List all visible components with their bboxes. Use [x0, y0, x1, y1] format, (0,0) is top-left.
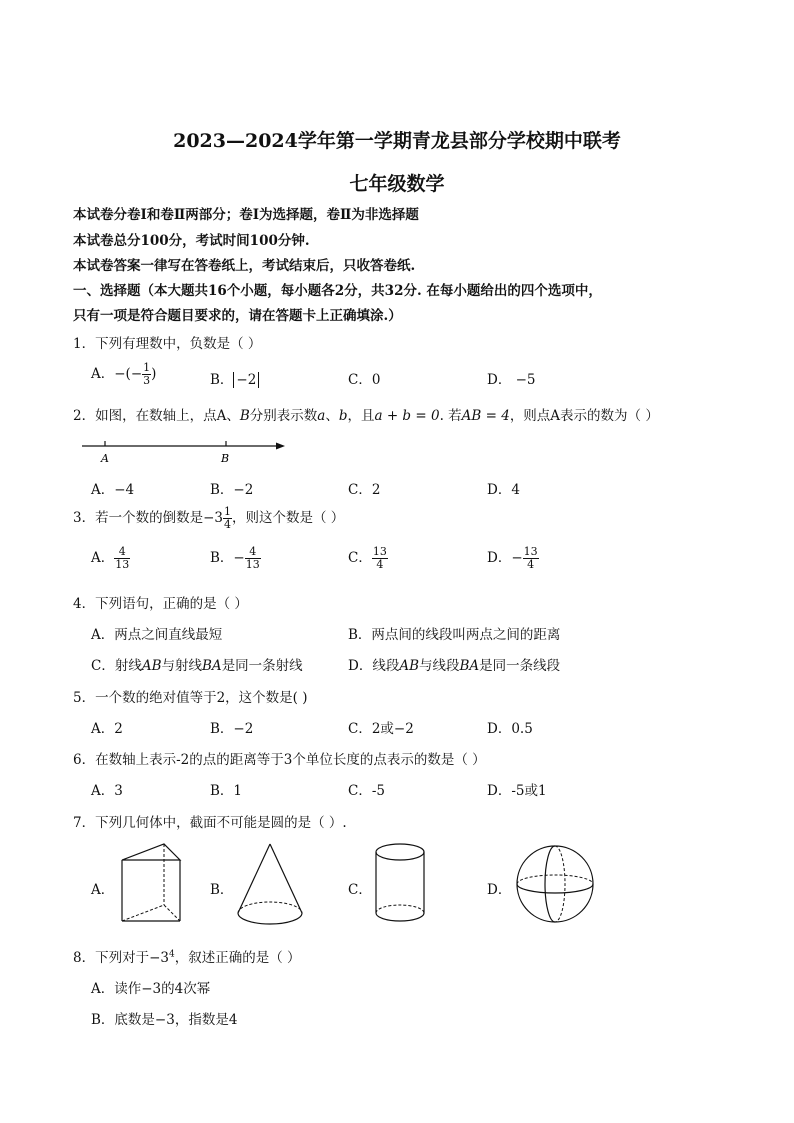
- q7-stem: 7．下列几何体中，截面不可能是圆的是（ ）.: [73, 815, 347, 831]
- q2-option-b: B．−2: [210, 482, 254, 498]
- q6-stem: 6．在数轴上表示-2的点的距离等于3个单位长度的点表示的数是（ ）: [73, 752, 486, 768]
- q3-option-d: D．− $\frac{13}{4}$: [487, 545, 538, 571]
- q4-stem: 4．下列语句，正确的是（ ）: [73, 596, 248, 612]
- q2-option-c: C．2: [348, 482, 381, 498]
- q5-stem: 5．一个数的绝对值等于2，这个数是( ): [73, 690, 308, 706]
- instruction-2: 本试卷总分100分，考试时间100分钟.: [73, 233, 310, 249]
- q7-option-b-label: B．: [210, 882, 234, 898]
- q7-option-c-label: C．: [348, 882, 372, 898]
- q2-option-d: D．4: [487, 482, 520, 498]
- q8-option-a: A．读作−3的4次幂: [91, 981, 211, 997]
- q1-option-c: C．0: [348, 372, 381, 388]
- q1-option-d: D． −5: [487, 372, 536, 388]
- q5-option-d: D．0.5: [487, 721, 533, 737]
- q3-option-c: C． $\frac{13}{4}$: [348, 545, 387, 571]
- q6-option-a: A．3: [91, 783, 123, 799]
- section-heading-line1: 一、选择题（本大题共16个小题，每小题各2分，共32分. 在每小题给出的四个选项中，: [73, 283, 602, 299]
- point-a-label: A: [101, 452, 109, 465]
- q4-option-a: A．两点之间直线最短: [91, 627, 223, 643]
- q5-option-b: B．−2: [210, 721, 254, 737]
- q3-option-b: B．− $\frac{4}{13}$: [210, 545, 260, 571]
- section-heading-line2: 只有一项是符合题目要求的，请在答题卡上正确填涂.）: [73, 308, 402, 324]
- q8-option-b: B．底数是−3，指数是4: [91, 1012, 238, 1028]
- cone-figure: [232, 840, 312, 930]
- q1-stem: 1．下列有理数中，负数是（ ）: [73, 336, 262, 352]
- instruction-3: 本试卷答案一律写在答卷纸上，考试结束后，只收答卷纸.: [73, 258, 416, 274]
- q1-option-b: B． −2: [210, 368, 259, 388]
- exam-subtitle: 七年级数学: [349, 173, 445, 195]
- q4-option-d: D．线段AB与线段BA是同一条线段: [348, 658, 561, 674]
- q7-option-a-label: A．: [91, 882, 115, 898]
- q3-option-a: A． $\frac{4}{13}$: [91, 545, 130, 571]
- exam-title: 2023—2024学年第一学期青龙县部分学校期中联考: [173, 130, 621, 152]
- q1-option-a: A．−(− $\frac{1}{3}$ ): [91, 361, 157, 387]
- q6-option-c: C．-5: [348, 783, 385, 799]
- q3-stem: 3．若一个数的倒数是−3 $\frac{1}{4}$ ，则这个数是（ ）: [73, 505, 345, 531]
- q7-option-d-label: D．: [487, 882, 512, 898]
- q5-option-a: A．2: [91, 721, 123, 737]
- q5-option-c: C．2或−2: [348, 721, 414, 737]
- number-line-figure: [80, 436, 290, 466]
- q4-option-b: B．两点间的线段叫两点之间的距离: [348, 627, 561, 643]
- triangular-prism-figure: [118, 840, 198, 930]
- instruction-1: 本试卷分卷Ⅰ和卷Ⅱ两部分；卷Ⅰ为选择题，卷Ⅱ为非选择题: [73, 207, 419, 223]
- q4-option-c: C．射线AB与射线BA是同一条射线: [91, 658, 303, 674]
- q8-stem: 8．下列对于$-3^4$，叙述正确的是（ ）: [73, 949, 301, 966]
- q6-option-d: D．-5或1: [487, 783, 547, 799]
- q6-option-b: B．1: [210, 783, 243, 799]
- q2-option-a: A．−4: [91, 482, 135, 498]
- sphere-figure: [513, 840, 603, 930]
- point-b-label: B: [221, 452, 230, 465]
- q2-stem: 2．如图，在数轴上，点A、B分别表示数a、b，且a + b = 0. 若AB = 4，则点A表示的数为（ ）: [73, 408, 659, 424]
- cylinder-figure: [372, 840, 432, 930]
